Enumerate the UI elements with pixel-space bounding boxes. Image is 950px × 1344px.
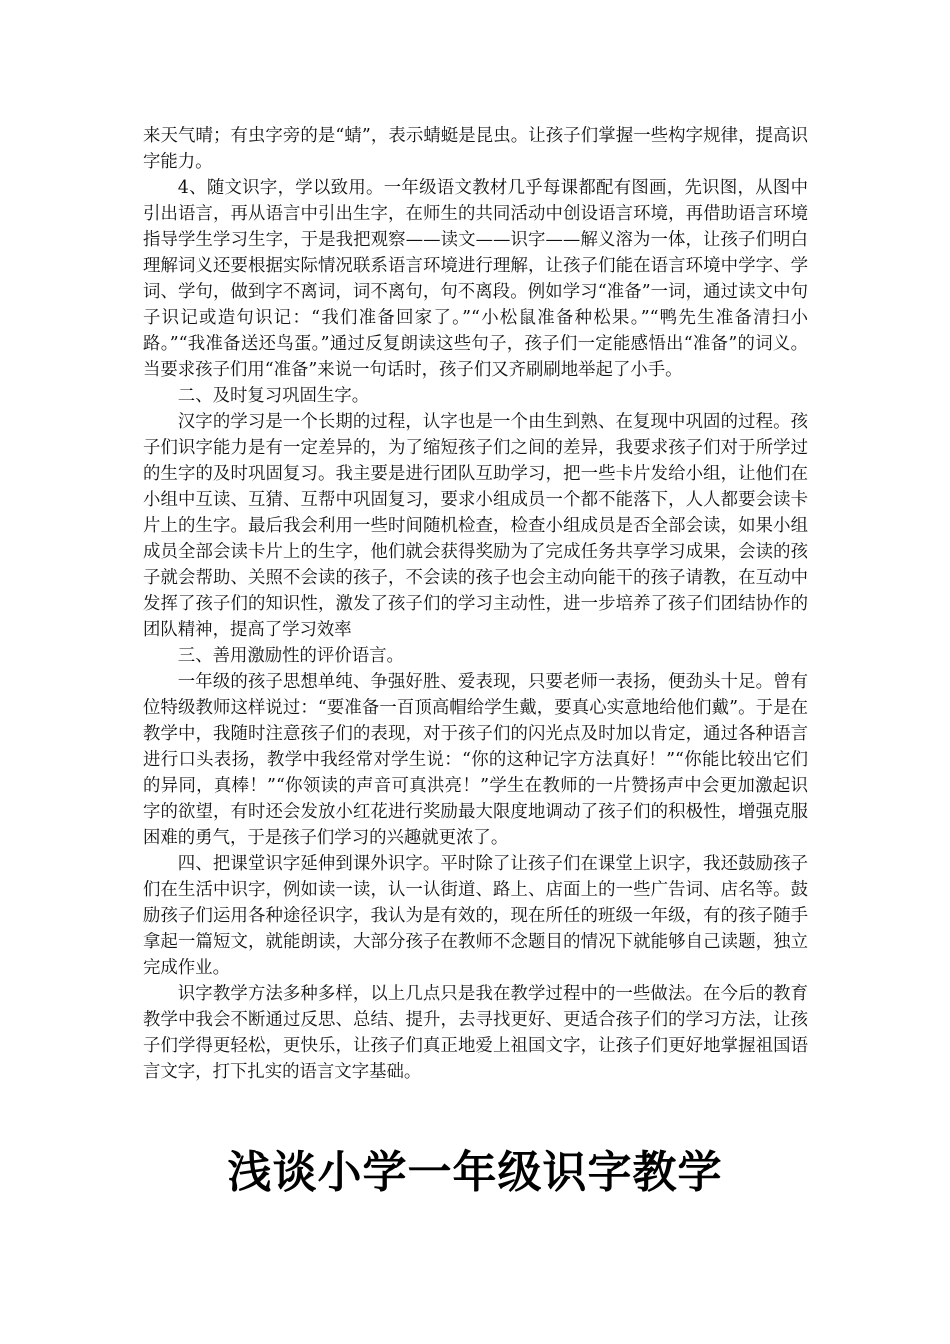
document-body <box>143 123 808 1085</box>
section-heading-review: 二、及时复习巩固生字。 <box>177 386 370 406</box>
paragraph-encouragement: 一年级的孩子思想单纯、争强好胜、爱表现，只要老师一表扬，便劲头十足。曾有位特级教师这样说过：“要准备一百顶高帽给学生戴，要真心实意地给他们戴”。于是在教学中，我随时注意孩子们的表现，对于孩子们的闪光点及时加以肯定，通过各种语言进行口头表扬，教学中我经常对学生说：“你的这种记字方法真好！”“你能比较出它们的异同，真棒！”“你领读的声音可真洪亮！”学生在教师的一片赞扬声中会更加激起识字的欲望，有时还会发放小红花进行奖励最大限度地调动了孩子们的积极性，增强克服困难的勇气，于是孩子们学习的兴趣就更浓了。 <box>143 672 808 848</box>
document-title: 浅谈小学一年级识字教学 <box>227 1147 723 1198</box>
paragraph-continuation: 来天气晴；有虫字旁的是“蜻”，表示蜻蜓是昆虫。让孩子们掌握一些构字规律，提高识字能力。 <box>143 126 808 172</box>
paragraph-review: 汉字的学习是一个长期的过程，认字也是一个由生到熟、在复现中巩固的过程。孩子们识字能力是有一定差异的，为了缩短孩子们之间的差异，我要求孩子们对于所学过的生字的及时巩固复习。我主要是进行团队互助学习，把一些卡片发给小组，让他们在小组中互读、互猜、互帮中巩固复习，要求小组成员一个都不能落下，人人都要会读卡片上的生字。最后我会利用一些时间随机检查，检查小组成员是否全部会读，如果小组成员全部会读卡片上的生字，他们就会获得奖励为了完成任务共享学习成果，会读的孩子就会帮助、关照不会读的孩子，不会读的孩子也会主动向能干的孩子请教，在互动中发挥了孩子们的知识性，激发了孩子们的学习主动性，进一步培养了孩子们团结协作的团队精神，提高了学习效率 <box>143 412 808 640</box>
section-heading-encouragement: 三、善用激励性的评价语言。 <box>177 646 404 666</box>
paragraph-conclusion: 识字教学方法多种多样，以上几点只是我在教学过程中的一些做法。在今后的教育教学中我会不断通过反思、总结、提升，去寻找更好、更适合孩子们的学习方法，让孩子们学得更轻松，更快乐，让孩子们真正地爱上祖国文字，让孩子们更好地掌握祖国语言文字，打下扎实的语言文字基础。 <box>143 984 808 1082</box>
paragraph-context-literacy: 4、随文识字，学以致用。一年级语文教材几乎每课都配有图画，先识图，从图中引出语言，再从语言中引出生字，在师生的共同活动中创设语言环境，再借助语言环境指导学生学习生字，于是我把观察——读文——识字——解义溶为一体，让孩子们明白理解词义还要根据实际情况联系语言环境进行理解，让孩子们能在语言环境中学字、学词、学句，做到字不离词，词不离句，句不离段。例如学习“准备”一词，通过读文中句子识记或造句识记：“我们准备回家了。”“小松鼠准备种松果。”“鸭先生准备清扫小路。”“我准备送还鸟蛋。”通过反复朗读这些句子，孩子们一定能感悟出“准备”的词义。当要求孩子们用“准备”来说一句话时，孩子们又齐刷刷地举起了小手。 <box>143 178 808 380</box>
paragraph-extracurricular: 四、把课堂识字延伸到课外识字。平时除了让孩子们在课堂上识字，我还鼓励孩子们在生活中识字，例如读一读，认一认街道、路上、店面上的一些广告词、店名等。鼓励孩子们运用各种途径识字，我认为是有效的，现在所任的班级一年级，有的孩子随手拿起一篇短文，就能朗读，大部分孩子在教师不念题目的情况下就能够自己读题，独立完成作业。 <box>143 854 808 978</box>
